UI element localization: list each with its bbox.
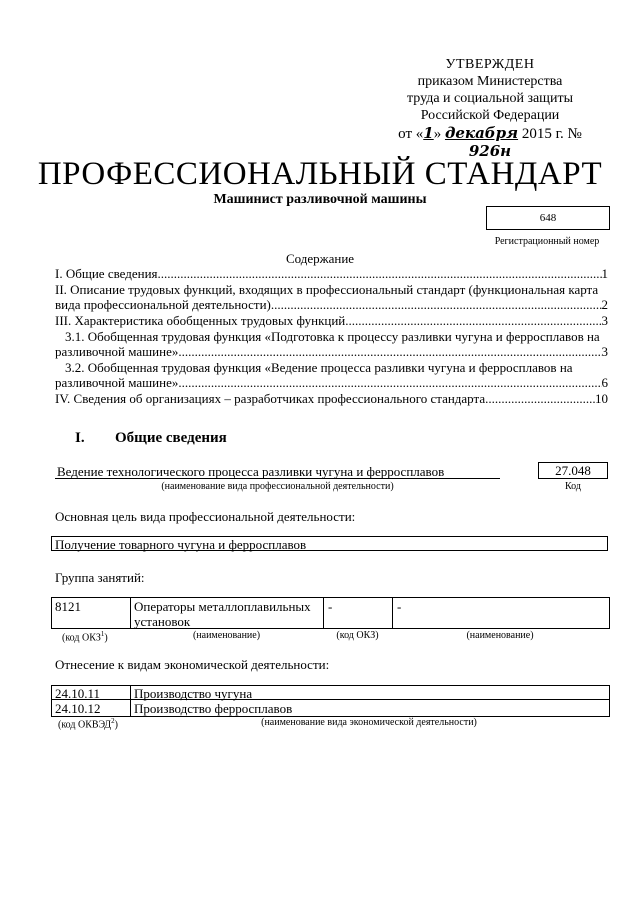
econ-name-2: Производство ферросплавов (134, 701, 293, 716)
date-day: 1 (423, 124, 434, 142)
group-caption-name: (наименование) (192, 630, 261, 641)
goal-label: Основная цель вида профессиональной деятельности: (55, 509, 356, 524)
econ-label: Отнесение к видам экономической деятельности: (55, 657, 330, 672)
toc-item[interactable]: 3.2. Обобщенная трудовая функция «Ведение процесса разливки чугуна и ферросплавов на (65, 360, 573, 375)
group-code-2: - (328, 599, 333, 614)
toc-item[interactable]: III. Характеристика обобщенных трудовых функций ..... 3 (55, 313, 608, 328)
group-name-2: - (397, 599, 402, 614)
order-number: 926н (468, 142, 512, 160)
approval-block (380, 56, 600, 161)
approval-date: от «1» декабря 2015 г. № 926н (398, 124, 582, 160)
group-caption-code: (код ОКЗ$^1$) (62, 630, 108, 644)
econ-caption-name: (наименование вида экономической деятельности) (261, 717, 477, 728)
activity-name: Ведение технологического процесса разливки чугуна и ферросплавов (57, 464, 445, 479)
toc-item[interactable]: I. Общие сведения ..... 1 (55, 266, 608, 281)
code-caption: Код (565, 481, 581, 492)
date-month: декабря (444, 124, 519, 142)
section-number: I. (75, 430, 85, 446)
approval-title: УТВЕРЖДЕН (445, 57, 535, 72)
econ-caption-code: (код ОКВЭД$^2$) (58, 717, 118, 731)
date-year: 2015 г. № (521, 126, 582, 142)
group-caption-name2: (наименование) (466, 630, 534, 641)
toc-item[interactable]: IV. Сведения об организациях – разработчиках профессионального стандарта ..... 10 (55, 391, 608, 406)
group-label: Группа занятий: (55, 570, 145, 585)
toc-item[interactable]: II. Описание трудовых функций, входящих в профессиональный стандарт (функциональная карта (55, 282, 599, 297)
approval-country: Российской Федерации (420, 108, 560, 123)
toc-list: I. Общие сведения ..... 1 II. Описание трудовых функций, входящих в профессиональный стандарт (функциональная карта вида профессиональной деятельности) ..... 2 III. Характеристика обобщенных трудовых функций ..... 3 3.1. Обобщенная трудовая функция «Подготовка к процессу разливки чугуна и ферросплавов на разливочной машине» ..... 3 3.2. Обобщенная трудовая функция «Ведение процесса разливки чугуна и ферросплавов на разливочной машине» ..... 6 IV. Сведения об организациях – разработчиках профессионального стандарта ..... 10 (55, 266, 608, 406)
econ-code-2: 24.10.12 (55, 701, 101, 716)
activity-code: 27.048 (538, 462, 608, 479)
goal-value: Получение товарного чугуна и ферросплавов (51, 536, 608, 551)
section-title: Общие сведения (115, 430, 227, 446)
registration-number: 648 (486, 206, 610, 230)
group-name-1: Операторы металлоплавильных установок (134, 599, 311, 629)
toc-item[interactable]: 3.1. Обобщенная трудовая функция «Подготовка к процессу разливки чугуна и ферросплавов на (65, 329, 600, 344)
document-subtitle: Машинист разливочной машины (213, 192, 427, 207)
econ-code-1: 24.10.11 (55, 686, 101, 701)
approval-ministry: труда и социальной защиты (407, 91, 573, 106)
group-code-1: 8121 (55, 599, 81, 614)
activity-caption: (наименование вида профессиональной деятельности) (161, 481, 394, 492)
document-title: ПРОФЕССИОНАЛЬНЫЙ СТАНДАРТ (37, 156, 603, 192)
group-caption-code2: (код ОКЗ) (336, 630, 379, 641)
registration-label: Регистрационный номер (494, 236, 600, 247)
econ-name-1: Производство чугуна (134, 686, 253, 701)
toc-heading: Содержание (285, 251, 355, 266)
approval-order: приказом Министерства (417, 74, 563, 89)
